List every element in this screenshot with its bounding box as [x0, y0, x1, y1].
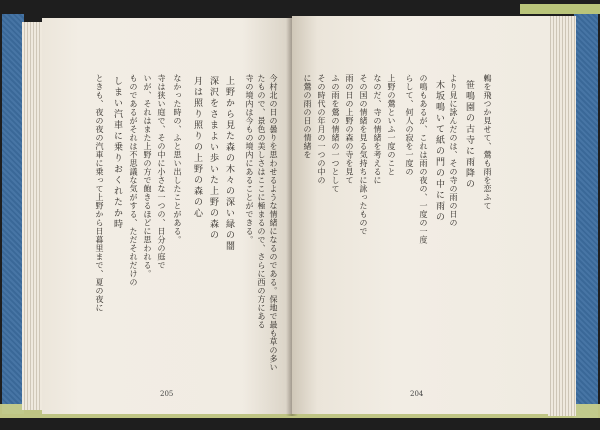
text-column: 寺の境内は今もの境内にあることができる。	[245, 74, 254, 244]
text-column: その国の情緒を見る気持ちに詠ったもので	[359, 74, 368, 236]
text-column: ときも、夜の夜の汽車に乗って上野から日暮里まで、夏の夜に	[95, 74, 104, 312]
text-column: 雨の日の上野の森の寺を見て	[345, 74, 354, 185]
text-column: なかった時の、ふと思い出したことがある。	[173, 74, 182, 244]
text-column: の鳴もあるが、これは雨の夜の、一度の一度	[419, 74, 428, 244]
text-column: より見に詠んだのは、その寺の雨の日の	[449, 74, 458, 227]
text-column: 月は照り照りの上野の森の心	[192, 76, 202, 219]
book-cover-top	[520, 4, 600, 14]
text-column: 上野の鶯といふ一度のこと	[387, 74, 396, 176]
text-column: 上野から見た森の木々の深い緑の闇	[224, 76, 234, 252]
text-column: 笹鳴園の古寺に雨降の	[464, 80, 474, 190]
text-column: しまい汽車に乗りおくれたか時	[112, 76, 122, 230]
page-stack-right	[548, 16, 576, 416]
right-page	[292, 16, 550, 414]
page-number: 205	[160, 390, 174, 398]
text-column: らして、何人の寂を一度の	[405, 74, 414, 176]
page-stack-left	[22, 22, 44, 410]
text-column: 寺は狭い庭で、その中に小さな一つの、日分の庭で	[157, 74, 166, 270]
page-number: 204	[410, 390, 424, 398]
text-column: 今村北の日の曇りを思わせるような情緒になるのである。保地で最も草の多い	[269, 74, 278, 372]
text-column: 木坂鳴いて紙の門の中に雨の	[434, 80, 444, 223]
text-column: 鶫を飛つか見せて、鶯も雨を恋ふて	[483, 74, 492, 210]
text-column: なのだ、寺の情緒を考えるに	[373, 74, 382, 185]
text-column: ふの雨を鶯の情緒の一つとして	[331, 74, 340, 193]
text-column: に鶯の雨の日の情緒を	[303, 74, 312, 159]
text-column: いが、それはまた上野の方で飽きるほどに思われる。	[143, 74, 152, 278]
text-column: ものであるがそれは不思議な気がする、ただそれだけの	[129, 74, 138, 287]
text-column: たもので、景色の美しさはここに極まるので、さらに西の方にある	[257, 74, 266, 329]
book-cover-right	[574, 10, 598, 418]
left-page	[42, 18, 292, 414]
text-column: 深沢をさまよい歩いた上野の森の	[208, 76, 218, 241]
book-cover-left	[2, 14, 24, 414]
text-column: その時代の年月の一つの中の	[317, 74, 326, 185]
